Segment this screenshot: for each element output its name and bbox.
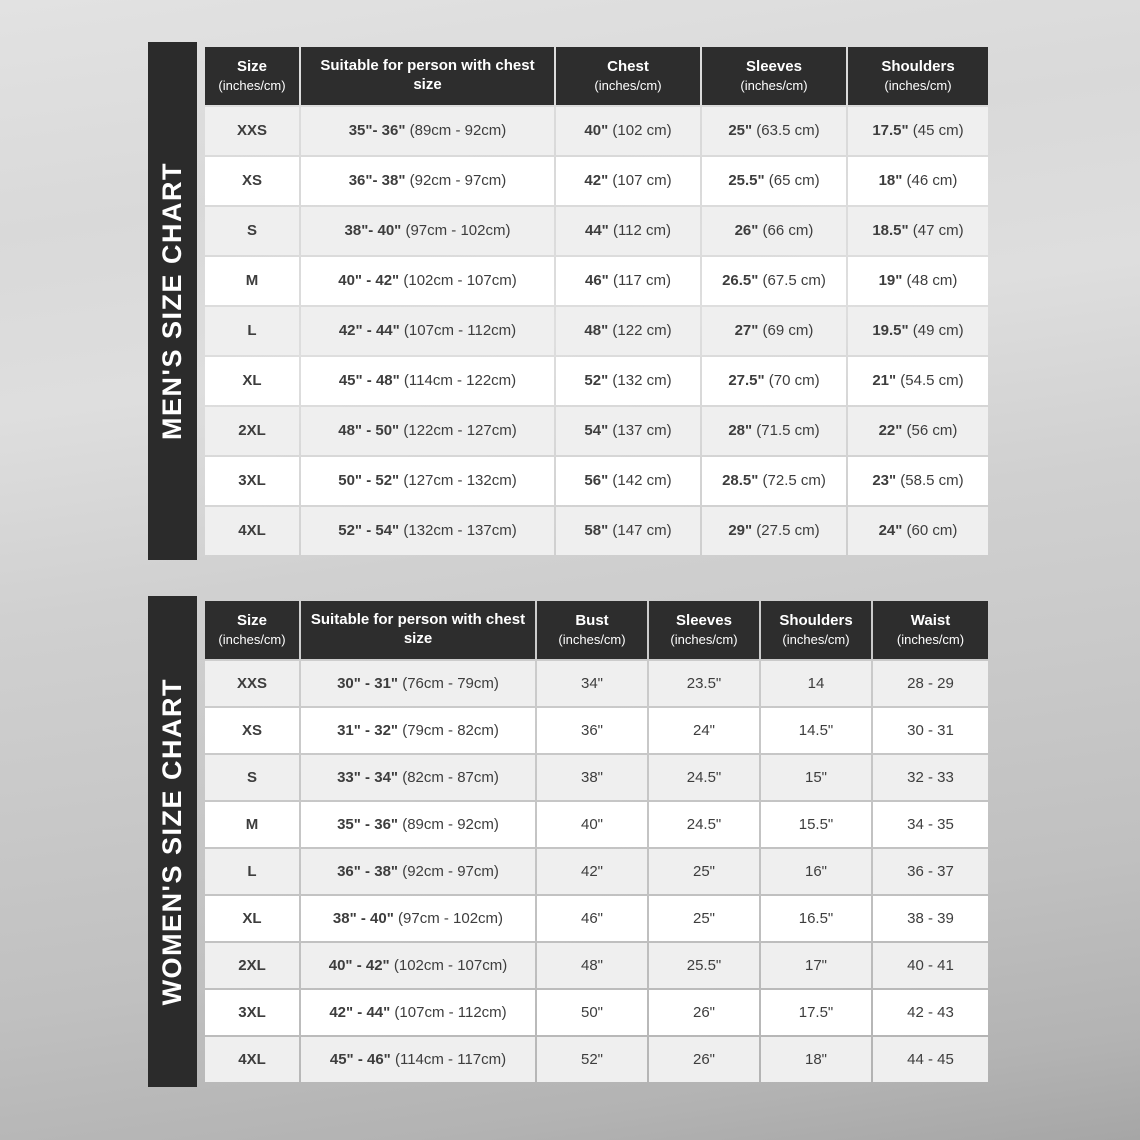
size-value-cell: 45" - 46" (114cm - 117cm) [301,1037,535,1082]
size-label-cell: 3XL [205,457,299,505]
column-header-sub: (inches/cm) [884,77,952,93]
size-row [205,708,988,753]
size-row [205,457,988,505]
column-header-label: Size [236,612,267,630]
size-value-cell: 52" (132 cm) [556,357,700,405]
size-value-cell: 42 - 43 [873,990,988,1035]
size-label-cell: 2XL [205,943,299,988]
column-header-sleeves [702,47,846,105]
size-value-cell: 54" (137 cm) [556,407,700,455]
size-value-cell: 32 - 33 [873,755,988,800]
column-header-sub: (inches/cm) [558,631,626,647]
size-value-cell: 40" - 42" (102cm - 107cm) [301,943,535,988]
size-label-cell: S [205,755,299,800]
size-value-cell: 56" (142 cm) [556,457,700,505]
size-label-cell: 2XL [205,407,299,455]
column-header-sub: (inches/cm) [896,631,965,647]
size-value-cell: 34" [537,661,647,706]
size-value-cell: 26" (66 cm) [702,207,846,255]
size-value-cell: 35" - 36" (89cm - 92cm) [301,802,535,847]
womens-size-table [203,599,990,1084]
column-header-label: Sleeves [746,58,802,76]
size-value-cell: 19" (48 cm) [848,257,988,305]
size-value-cell: 23.5" [649,661,759,706]
size-value-cell: 45" - 48" (114cm - 122cm) [301,357,554,405]
size-value-cell: 25.5" [649,943,759,988]
size-value-cell: 18" (46 cm) [848,157,988,205]
header-row [205,47,988,105]
size-value-cell: 42" - 44" (107cm - 112cm) [301,307,554,355]
column-header-shoulders [848,47,988,105]
size-label-cell: XS [205,708,299,753]
mens-table-header [205,47,988,105]
size-row [205,257,988,305]
size-value-cell: 58" (147 cm) [556,507,700,555]
size-value-cell: 28 - 29 [873,661,988,706]
column-header-sub: (inches/cm) [782,631,850,647]
mens-size-chart-section [148,45,990,557]
size-value-cell: 26" [649,1037,759,1082]
size-value-cell: 48" (122 cm) [556,307,700,355]
mens-banner [148,42,197,560]
size-value-cell: 25" [649,849,759,894]
size-value-cell: 21" (54.5 cm) [848,357,988,405]
column-header-label: Chest [607,58,649,76]
size-label-cell: S [205,207,299,255]
size-value-cell: 38"- 40" (97cm - 102cm) [301,207,554,255]
size-value-cell: 30" - 31" (76cm - 79cm) [301,661,535,706]
size-value-cell: 34 - 35 [873,802,988,847]
size-value-cell: 48" - 50" (122cm - 127cm) [301,407,554,455]
size-value-cell: 23" (58.5 cm) [848,457,988,505]
mens-banner-label: MEN'S SIZE CHART [157,161,187,440]
size-label-cell: L [205,307,299,355]
column-header-label: Size [236,58,267,76]
size-value-cell: 42" [537,849,647,894]
column-header-bust [537,601,647,659]
column-header-label: Sleeves [676,612,732,630]
column-header-sub: (inches/cm) [218,77,286,93]
column-header-size [205,601,299,659]
size-value-cell: 46" [537,896,647,941]
size-value-cell: 25" [649,896,759,941]
size-value-cell: 24.5" [649,755,759,800]
size-value-cell: 24" (60 cm) [848,507,988,555]
size-label-cell: XS [205,157,299,205]
womens-table-header [205,601,988,659]
column-header-chest [556,47,700,105]
size-row [205,507,988,555]
column-header-label: Suitable for person with chest size [320,57,535,93]
size-row [205,990,988,1035]
size-label-cell: XXS [205,661,299,706]
size-value-cell: 24.5" [649,802,759,847]
size-value-cell: 19.5" (49 cm) [848,307,988,355]
size-row [205,1037,988,1082]
size-value-cell: 42" - 44" (107cm - 112cm) [301,990,535,1035]
size-value-cell: 16.5" [761,896,871,941]
womens-table-body [205,661,988,1082]
size-value-cell: 50" [537,990,647,1035]
size-row [205,755,988,800]
size-value-cell: 36"- 38" (92cm - 97cm) [301,157,554,205]
column-header-label: Bust [575,612,609,630]
size-value-cell: 16" [761,849,871,894]
column-header-fit [301,601,535,659]
size-value-cell: 26" [649,990,759,1035]
column-header-size [205,47,299,105]
size-row [205,661,988,706]
size-label-cell: M [205,257,299,305]
size-value-cell: 52" - 54" (132cm - 137cm) [301,507,554,555]
size-label-cell: XXS [205,107,299,155]
size-value-cell: 48" [537,943,647,988]
size-value-cell: 14 [761,661,871,706]
size-value-cell: 17.5" (45 cm) [848,107,988,155]
size-value-cell: 40" [537,802,647,847]
size-value-cell: 28" (71.5 cm) [702,407,846,455]
size-value-cell: 25.5" (65 cm) [702,157,846,205]
size-row [205,157,988,205]
column-header-fit [301,47,554,105]
size-value-cell: 31" - 32" (79cm - 82cm) [301,708,535,753]
size-row [205,407,988,455]
size-label-cell: 4XL [205,507,299,555]
size-value-cell: 38 - 39 [873,896,988,941]
size-value-cell: 50" - 52" (127cm - 132cm) [301,457,554,505]
column-header-sleeves [649,601,759,659]
column-header-sub: (inches/cm) [218,631,286,647]
size-value-cell: 30 - 31 [873,708,988,753]
size-value-cell: 42" (107 cm) [556,157,700,205]
size-value-cell: 36" [537,708,647,753]
size-value-cell: 35"- 36" (89cm - 92cm) [301,107,554,155]
column-header-label: Suitable for person with chest size [310,611,526,647]
size-value-cell: 36 - 37 [873,849,988,894]
size-value-cell: 46" (117 cm) [556,257,700,305]
column-header-sub: (inches/cm) [670,631,738,647]
size-row [205,307,988,355]
column-header-shoulders [761,601,871,659]
size-value-cell: 27" (69 cm) [702,307,846,355]
column-header-sub: (inches/cm) [740,77,808,93]
size-row [205,107,988,155]
size-value-cell: 40" (102 cm) [556,107,700,155]
womens-banner-label: WOMEN'S SIZE CHART [157,677,187,1005]
size-value-cell: 38" - 40" (97cm - 102cm) [301,896,535,941]
size-row [205,849,988,894]
size-value-cell: 26.5" (67.5 cm) [702,257,846,305]
size-value-cell: 18" [761,1037,871,1082]
size-value-cell: 27.5" (70 cm) [702,357,846,405]
size-value-cell: 25" (63.5 cm) [702,107,846,155]
size-row [205,357,988,405]
size-value-cell: 33" - 34" (82cm - 87cm) [301,755,535,800]
size-label-cell: XL [205,357,299,405]
size-row [205,943,988,988]
mens-table-body [205,107,988,555]
size-label-cell: 4XL [205,1037,299,1082]
column-header-label: Shoulders [779,612,853,630]
size-value-cell: 14.5" [761,708,871,753]
size-value-cell: 38" [537,755,647,800]
size-row [205,896,988,941]
header-row [205,601,988,659]
size-value-cell: 22" (56 cm) [848,407,988,455]
column-header-label: Waist [910,612,951,630]
size-value-cell: 40 - 41 [873,943,988,988]
size-value-cell: 15" [761,755,871,800]
size-value-cell: 18.5" (47 cm) [848,207,988,255]
size-value-cell: 36" - 38" (92cm - 97cm) [301,849,535,894]
size-label-cell: 3XL [205,990,299,1035]
column-header-sub: (inches/cm) [594,77,662,93]
size-row [205,207,988,255]
size-label-cell: M [205,802,299,847]
column-header-waist [873,601,988,659]
size-value-cell: 44" (112 cm) [556,207,700,255]
size-value-cell: 29" (27.5 cm) [702,507,846,555]
size-value-cell: 17" [761,943,871,988]
size-value-cell: 52" [537,1037,647,1082]
size-value-cell: 24" [649,708,759,753]
size-row [205,802,988,847]
womens-banner [148,596,197,1087]
column-header-label: Shoulders [881,58,955,76]
womens-size-chart-section [148,599,990,1084]
size-value-cell: 17.5" [761,990,871,1035]
size-value-cell: 15.5" [761,802,871,847]
size-value-cell: 40" - 42" (102cm - 107cm) [301,257,554,305]
size-value-cell: 44 - 45 [873,1037,988,1082]
mens-size-table [203,45,990,557]
size-value-cell: 28.5" (72.5 cm) [702,457,846,505]
size-label-cell: L [205,849,299,894]
size-label-cell: XL [205,896,299,941]
